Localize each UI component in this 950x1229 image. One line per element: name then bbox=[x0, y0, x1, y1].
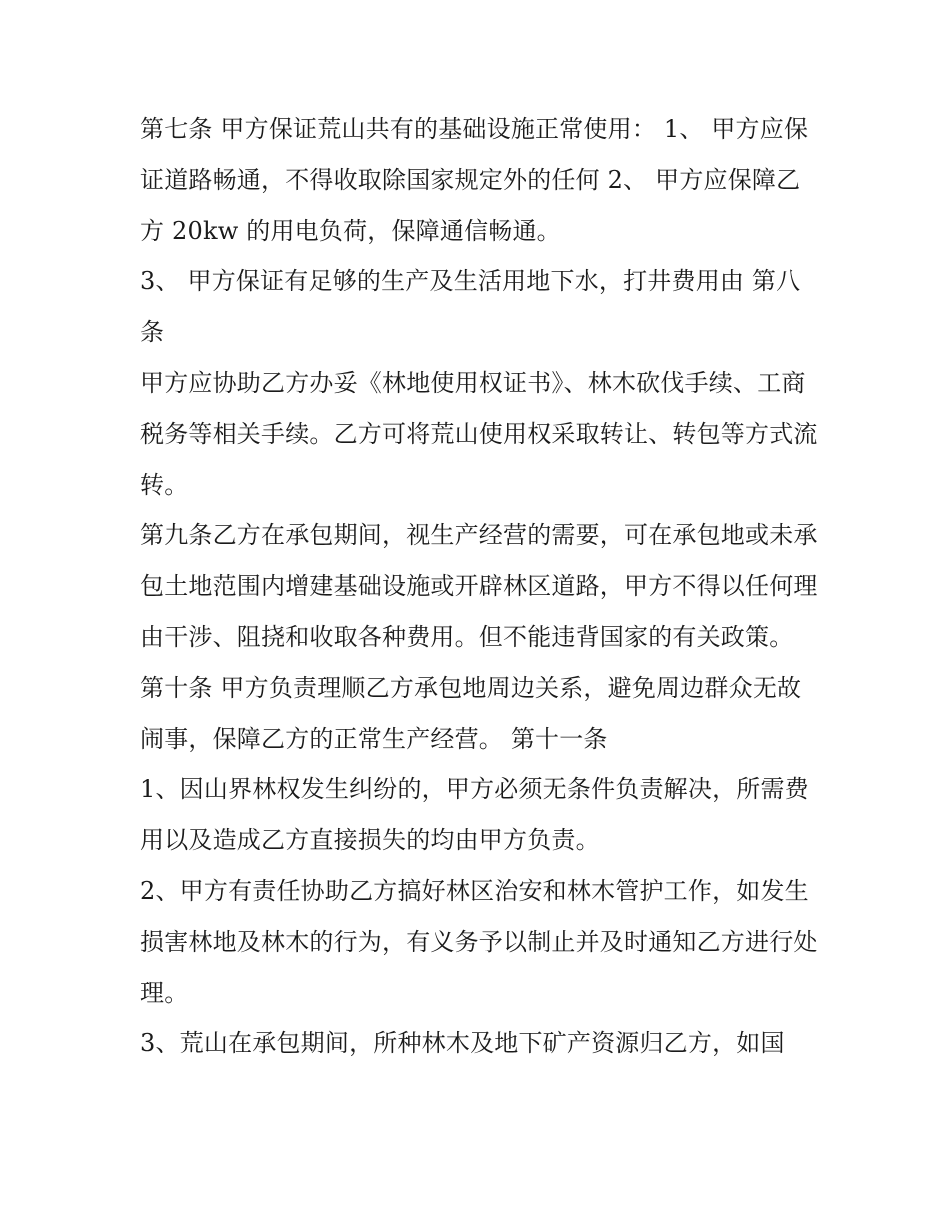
article-8-paragraph: 甲方应协助乙方办妥《林地使用权证书》、林木砍伐手续、工商税务等相关手续。乙方可将荒山使用权采取转让、转包等方式流转。 bbox=[140, 368, 818, 499]
article-10-paragraph: 第十条 甲方负责理顺乙方承包地周边关系，避免周边群众无故闹事，保障乙方的正常生产经营。 第十一条 bbox=[140, 673, 802, 753]
article-11-item-3-paragraph: 3、荒山在承包期间，所种林木及地下矿产资源归乙方，如国 bbox=[140, 1029, 785, 1058]
article-7-paragraph: 第七条 甲方保证荒山共有的基础设施正常使用： 1、 甲方应保证道路畅通，不得收取除国家规定外的任何 2、 甲方应保障乙方 20kw 的用电负荷，保障通信畅通。 bbox=[140, 115, 809, 245]
article-11-item-1-paragraph: 1、因山界林权发生纠纷的，甲方必须无条件负责解决，所需费用以及造成乙方直接损失的均由甲方负责。 bbox=[140, 775, 809, 855]
article-7-item-3-paragraph: 3、 甲方保证有足够的生产及生活用地下水，打井费用由 第八条 bbox=[140, 267, 801, 347]
article-11-item-2-paragraph: 2、甲方有责任协助乙方搞好林区治安和林木管护工作，如发生损害林地及林木的行为，有义务予以制止并及时通知乙方进行处理。 bbox=[140, 876, 818, 1007]
article-9-paragraph: 第九条乙方在承包期间，视生产经营的需要，可在承包地或未承包土地范围内增建基础设施或开辟林区道路，甲方不得以任何理由干涉、阻挠和收取各种费用。但不能违背国家的有关政策。 bbox=[140, 521, 818, 651]
document-body bbox=[140, 104, 820, 1069]
